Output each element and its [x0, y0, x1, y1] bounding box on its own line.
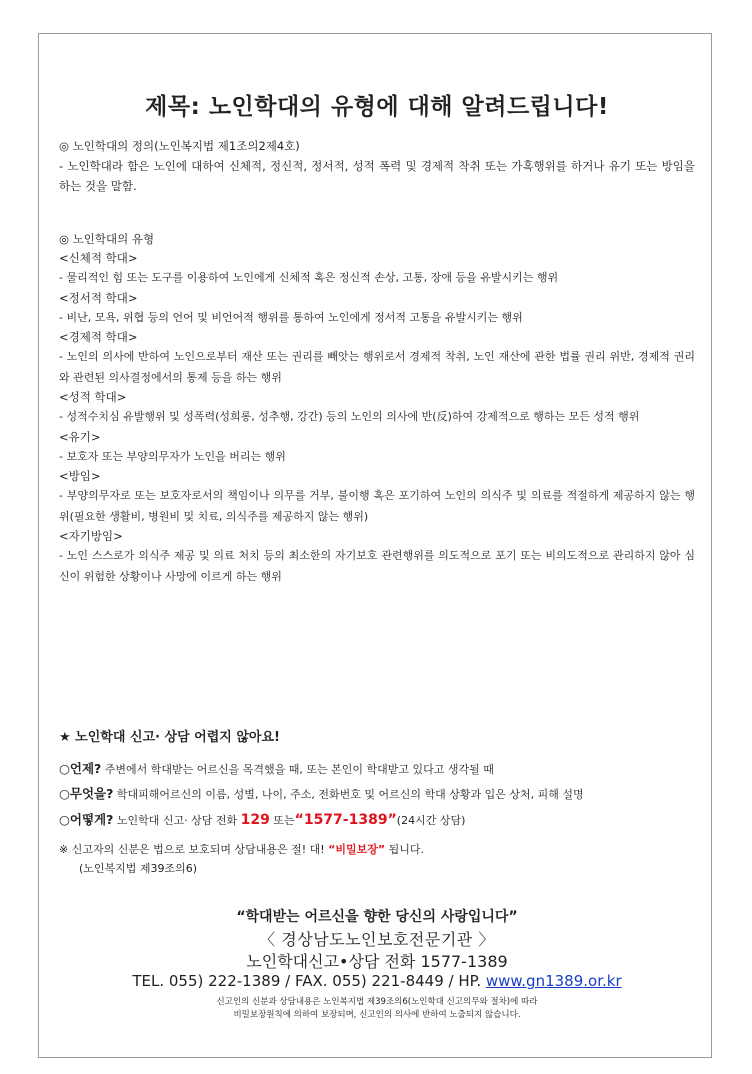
what-question: ○무엇을? — [59, 786, 114, 801]
phone-1577-1389: “1577-1389” — [294, 812, 397, 828]
footer-contact — [59, 972, 695, 990]
type-text-abandonment: - 보호자 또는 부양의무자가 노인을 버리는 행위 — [59, 449, 286, 463]
confidentiality-note — [59, 840, 695, 878]
definition-heading: ◎ 노인학대의 정의(노인복지법 제1조의2제4호) — [59, 139, 300, 153]
type-label-emotional: <정서적 학대> — [59, 290, 138, 305]
footer-hotline: 노인학대신고•상담 전화 1577-1389 — [246, 952, 508, 971]
footer-slogan: “학대받는 어르신을 향한 당신의 사랑입니다” — [236, 909, 518, 925]
how-24h: (24시간 상담) — [396, 814, 466, 827]
contact-text: TEL. 055) 222-1389 / FAX. 055) 221-8449 / HP. — [132, 972, 486, 990]
website-link[interactable]: www.gn1389.or.kr — [485, 972, 622, 990]
type-label-sexual: <성적 학대> — [59, 390, 127, 404]
footer-fineprint — [59, 996, 695, 1022]
report-what — [59, 785, 695, 804]
type-label-self-neglect: <자기방임> — [59, 529, 123, 543]
type-text-neglect: - 부양의무자로 또는 보호자로서의 책임이나 의무를 거부, 불이행 혹은 포기하여 노인의 의식주 및 의료를 적절하게 제공하지 않는 행위(필요한 생활비, 병원비 및 치료, 의식주를 제공하지 않는 행위) — [59, 489, 695, 523]
what-answer: 학대피해어르신의 이름, 성별, 나이, 주소, 전화번호 및 어르신의 학대 상황과 입은 상처, 피해 설명 — [113, 788, 584, 801]
note-pre: ※ 신고자의 신분은 법으로 보호되며 상담내용은 절! 대! — [59, 843, 329, 856]
footer-org: 〈 경상남도노인보호전문기관 〉 — [259, 930, 495, 949]
document-page — [38, 33, 712, 1058]
note-confidential: “비밀보장” — [328, 843, 386, 856]
when-answer: 주변에서 학대받는 어르신을 목격했을 때, 또는 본인이 학대받고 있다고 생각될 때 — [101, 763, 494, 776]
when-question: ○언제? — [59, 761, 102, 776]
note-law: (노인복지법 제39조의6) — [79, 862, 198, 875]
document-title: 제목: 노인학대의 유형에 대해 알려드립니다! — [145, 94, 609, 120]
type-text-self-neglect: - 노인 스스로가 의식주 제공 및 의료 처치 등의 최소한의 자기보호 관련행위를 의도적으로 포기 또는 비의도적으로 관리하지 않아 심신이 위험한 상황이나 사망에 이르게 하는 행위 — [59, 549, 695, 583]
type-label-neglect: <방임> — [59, 469, 101, 483]
type-text-emotional: - 비난, 모욕, 위협 등의 언어 및 비언어적 행위를 통하여 노인에게 정서적 고통을 유발시키는 행위 — [59, 310, 523, 324]
definition-section — [59, 137, 695, 196]
types-section — [59, 230, 695, 587]
type-label-financial: <경제적 학대> — [59, 330, 138, 344]
how-answer: 노인학대 신고· 상담 전화 — [113, 814, 241, 827]
how-question: ○어떻게? — [59, 812, 114, 827]
report-when — [59, 760, 695, 779]
fineprint-line-2: 비밀보장원칙에 의하여 보장되며, 신고인의 의사에 반하여 노출되지 않습니다. — [233, 1010, 521, 1020]
note-post: 됩니다. — [385, 843, 424, 856]
type-label-physical: <신체적 학대> — [59, 251, 138, 265]
definition-text: - 노인학대라 함은 노인에 대하여 신체적, 정신적, 정서적, 성적 폭력 및 경제적 착취 또는 가혹행위를 하거나 유기 또는 방임을 하는 것을 말함. — [59, 159, 695, 193]
phone-129: 129 — [240, 812, 270, 828]
type-text-sexual: - 성적수치심 유발행위 및 성폭력(성희롱, 성추행, 강간) 등의 노인의 의사에 반(反)하여 강제적으로 행하는 모든 성적 행위 — [59, 410, 640, 423]
report-heading: ★ 노인학대 신고· 상담 어렵지 않아요! — [59, 730, 280, 745]
how-or: 또는 — [269, 814, 295, 827]
type-label-abandonment: <유기> — [59, 429, 101, 444]
types-heading: ◎ 노인학대의 유형 — [59, 232, 155, 246]
fineprint-line-1: 신고인의 신분과 상담내용은 노인복지법 제39조의6(노인학대 신고의무와 절차)에 따라 — [216, 997, 538, 1007]
report-how — [59, 811, 695, 830]
type-text-physical: - 물리적인 힘 또는 도구를 이용하여 노인에게 신체적 혹은 정신적 손상, 고통, 장애 등을 유발시키는 행위 — [59, 271, 559, 284]
type-text-financial: - 노인의 의사에 반하여 노인으로부터 재산 또는 권리를 빼앗는 행위로서 경제적 착취, 노인 재산에 관한 법률 권리 위반, 경제적 권리와 관련된 의사결정에서의 통제 등을 하는 행위 — [59, 350, 695, 384]
